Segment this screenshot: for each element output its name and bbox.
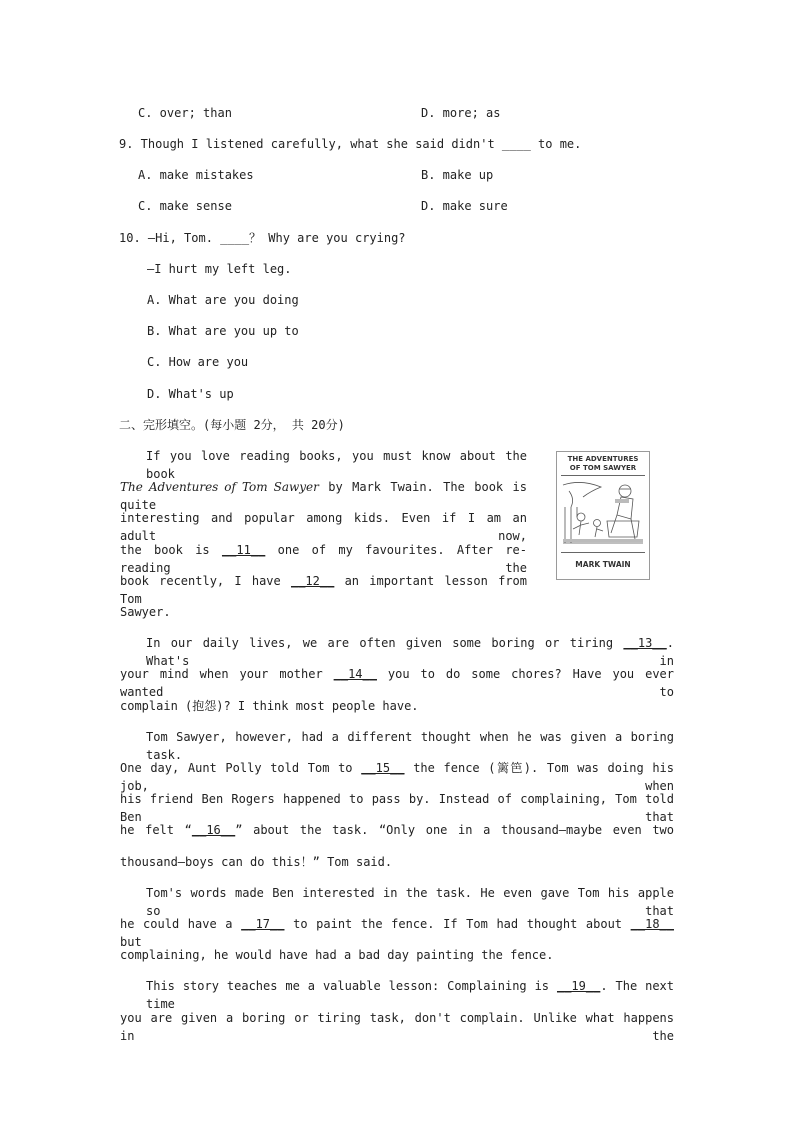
blank-17[interactable]: __17__ (241, 917, 285, 931)
q9-option-a: A. make mistakes (138, 168, 254, 182)
blank-11[interactable]: __11__ (221, 543, 266, 557)
p1-line4: the book is __11__ one of my favourites. After re-reading the (120, 543, 527, 575)
blank-18[interactable]: __18__ (630, 917, 674, 931)
p4-line2: he could have a __17__ to paint the fence. If Tom had thought about __18__ but (120, 917, 674, 949)
q10-stem: 10. —Hi, Tom. ____？ Why are you crying? (119, 231, 406, 245)
p1-line3: interesting and popular among kids. Even if I am an adult now, (120, 511, 527, 543)
p4-line3: complaining, he would have had a bad day painting the fence. (120, 948, 554, 962)
p1-line6: Sawyer. (120, 605, 171, 619)
p2-line2: your mind when your mother __14__ you to do some chores? Have you ever wanted to (120, 667, 674, 699)
q10-option-a: A. What are you doing (147, 293, 299, 307)
p1-line1: If you love reading books, you must know about the book (146, 449, 527, 481)
book-cover-author: MARK TWAIN (575, 560, 631, 569)
p3-line5: thousand—boys can do this！” Tom said. (120, 855, 393, 869)
p1-line5: book recently, I have __12__ an important lesson from Tom (120, 574, 527, 606)
book-title: The Adventures of Tom Sawyer (120, 480, 319, 494)
q8-option-d: D. more; as (421, 106, 501, 120)
q9-option-b: B. make up (421, 168, 494, 182)
blank-14[interactable]: __14__ (333, 667, 377, 681)
blank-16[interactable]: __16__ (191, 823, 236, 837)
p3-line1: Tom Sawyer, however, had a different thought when he was given a boring task. (146, 730, 674, 762)
q9-option-d: D. make sure (421, 199, 508, 213)
p4-line1: Tom's words made Ben interested in the task. He even gave Tom his apple so that (146, 886, 674, 918)
p2-line1: In our daily lives, we are often given some boring or tiring __13__. What's in (146, 636, 674, 668)
book-cover-title: THE ADVENTURES OF TOM SAWYER (567, 455, 639, 472)
q10-option-b: B. What are you up to (147, 324, 299, 338)
p2-line3: complain (抱怨)? I think most people have. (120, 699, 419, 713)
p5-line2: you are given a boring or tiring task, don't complain. Unlike what happens in the (120, 1011, 674, 1043)
tom-sawyer-illustration (561, 477, 645, 551)
section-heading: 二、完形填空。(每小题 2分， 共 20分) (119, 418, 345, 432)
p3-line3: his friend Ben Rogers happened to pass by. Instead of complaining, Tom told Ben that (120, 792, 674, 824)
q8-option-c: C. over; than (138, 106, 232, 120)
q9-option-c: C. make sense (138, 199, 232, 213)
blank-13[interactable]: __13__ (623, 636, 667, 650)
blank-15[interactable]: __15__ (361, 761, 405, 775)
p3-line4: he felt “__16__” about the task. “Only one in a thousand—maybe even two (120, 823, 675, 837)
p5-line1: This story teaches me a valuable lesson: Complaining is __19__. The next time (146, 979, 675, 1011)
q9-stem: 9. Though I listened carefully, what she said didn't ____ to me. (119, 137, 582, 151)
q10-option-c: C. How are you (147, 355, 249, 369)
p3-line2: One day, Aunt Polly told Tom to __15__ the fence (篱笆). Tom was doing his job, when (120, 761, 674, 793)
p1-line2: The Adventures of Tom Sawyer by Mark Twain. The book is quite (120, 480, 527, 512)
q10-reply: —I hurt my left leg. (147, 262, 292, 276)
blank-12[interactable]: __12__ (290, 574, 335, 588)
blank-19[interactable]: __19__ (556, 979, 601, 993)
book-cover-image (556, 451, 650, 580)
q10-option-d: D. What's up (147, 387, 234, 401)
